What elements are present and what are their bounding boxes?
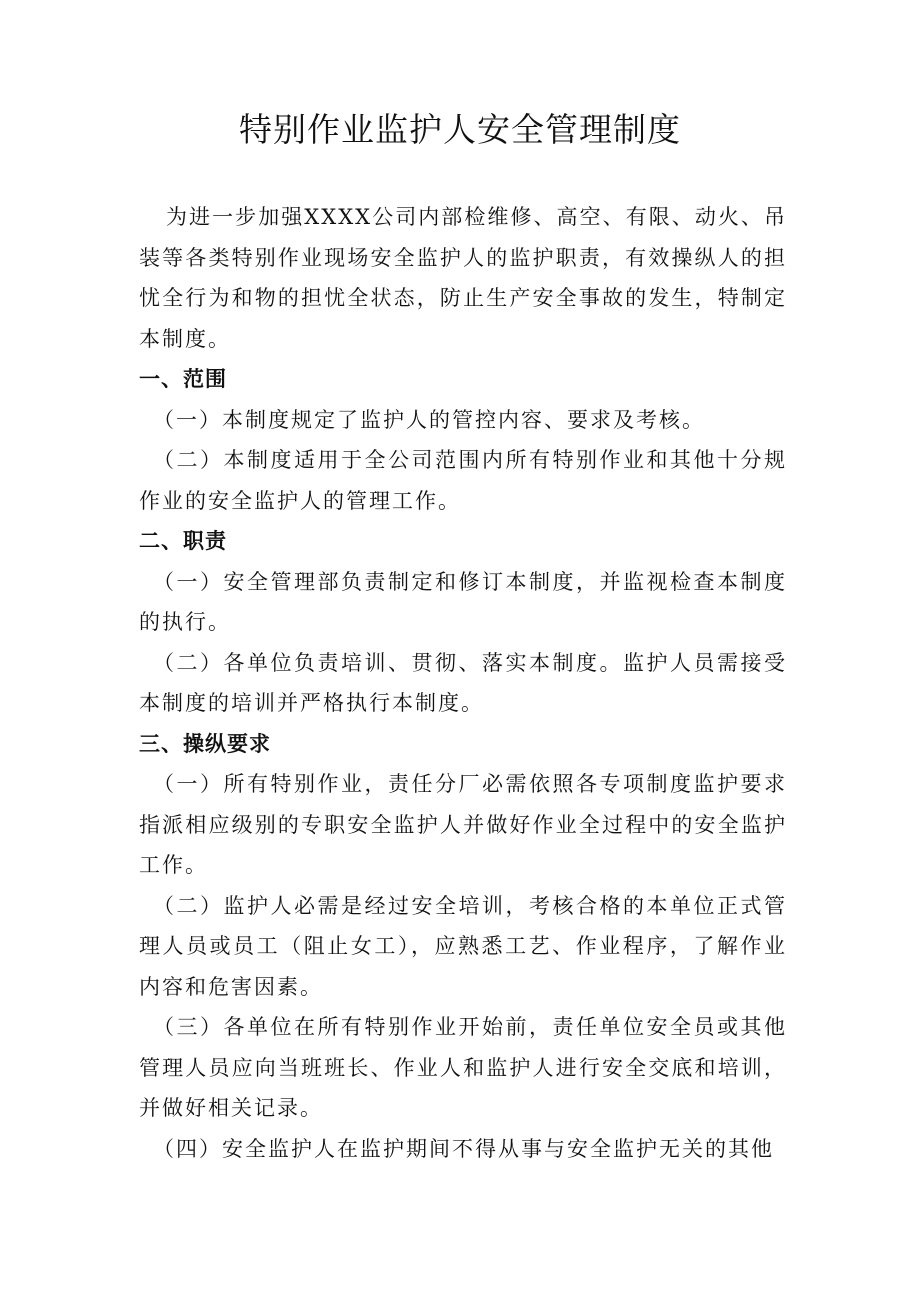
section-item: （一）本制度规定了监护人的管控内容、要求及考核。 bbox=[153, 407, 705, 432]
section-item: （二）各单位负责培训、贯彻、落实本制度。监护人员需接受本制度的培训并严格执行本制度。 bbox=[139, 650, 787, 715]
section-requirements bbox=[139, 724, 787, 1170]
section-responsibilities bbox=[139, 521, 787, 724]
section-item: （一）所有特别作业，责任分厂必需依照各专项制度监护要求指派相应级别的专职安全监护人并做好作业全过程中的安全监护工作。 bbox=[139, 772, 787, 877]
section-heading: 三、操纵要求 bbox=[139, 731, 271, 756]
section-item: （二）本制度适用于全公司范围内所有特别作业和其他十分规作业的安全监护人的管理工作。 bbox=[139, 448, 787, 513]
section-item: （一）安全管理部负责制定和修订本制度，并监视检查本制度的执行。 bbox=[139, 569, 787, 634]
section-item: （二）监护人必需是经过安全培训，考核合格的本单位正式管理人员或员工（阻止女工），应熟悉工艺、作业程序，了解作业内容和危害因素。 bbox=[139, 893, 787, 999]
intro-paragraph: 为进一步加强XXXX公司内部检维修、高空、有限、动火、吊装等各类特别作业现场安全监护人的监护职责，有效操纵人的担忧全行为和物的担忧全状态，防止生产安全事故的发生，特制定本制度。 bbox=[139, 205, 787, 351]
document-title: 特别作业监护人安全管理制度 bbox=[239, 110, 681, 149]
section-heading: 二、职责 bbox=[139, 529, 227, 553]
section-item: （四）安全监护人在监护期间不得从事与安全监护无关的其他 bbox=[153, 1136, 774, 1161]
section-scope bbox=[139, 359, 787, 521]
section-item: （三）各单位在所有特别作业开始前，责任单位安全员或其他管理人员应向当班班长、作业人和监护人进行安全交底和培训，并做好相关记录。 bbox=[139, 1015, 787, 1120]
document-body bbox=[139, 197, 787, 1169]
section-heading: 一、范围 bbox=[139, 367, 227, 391]
